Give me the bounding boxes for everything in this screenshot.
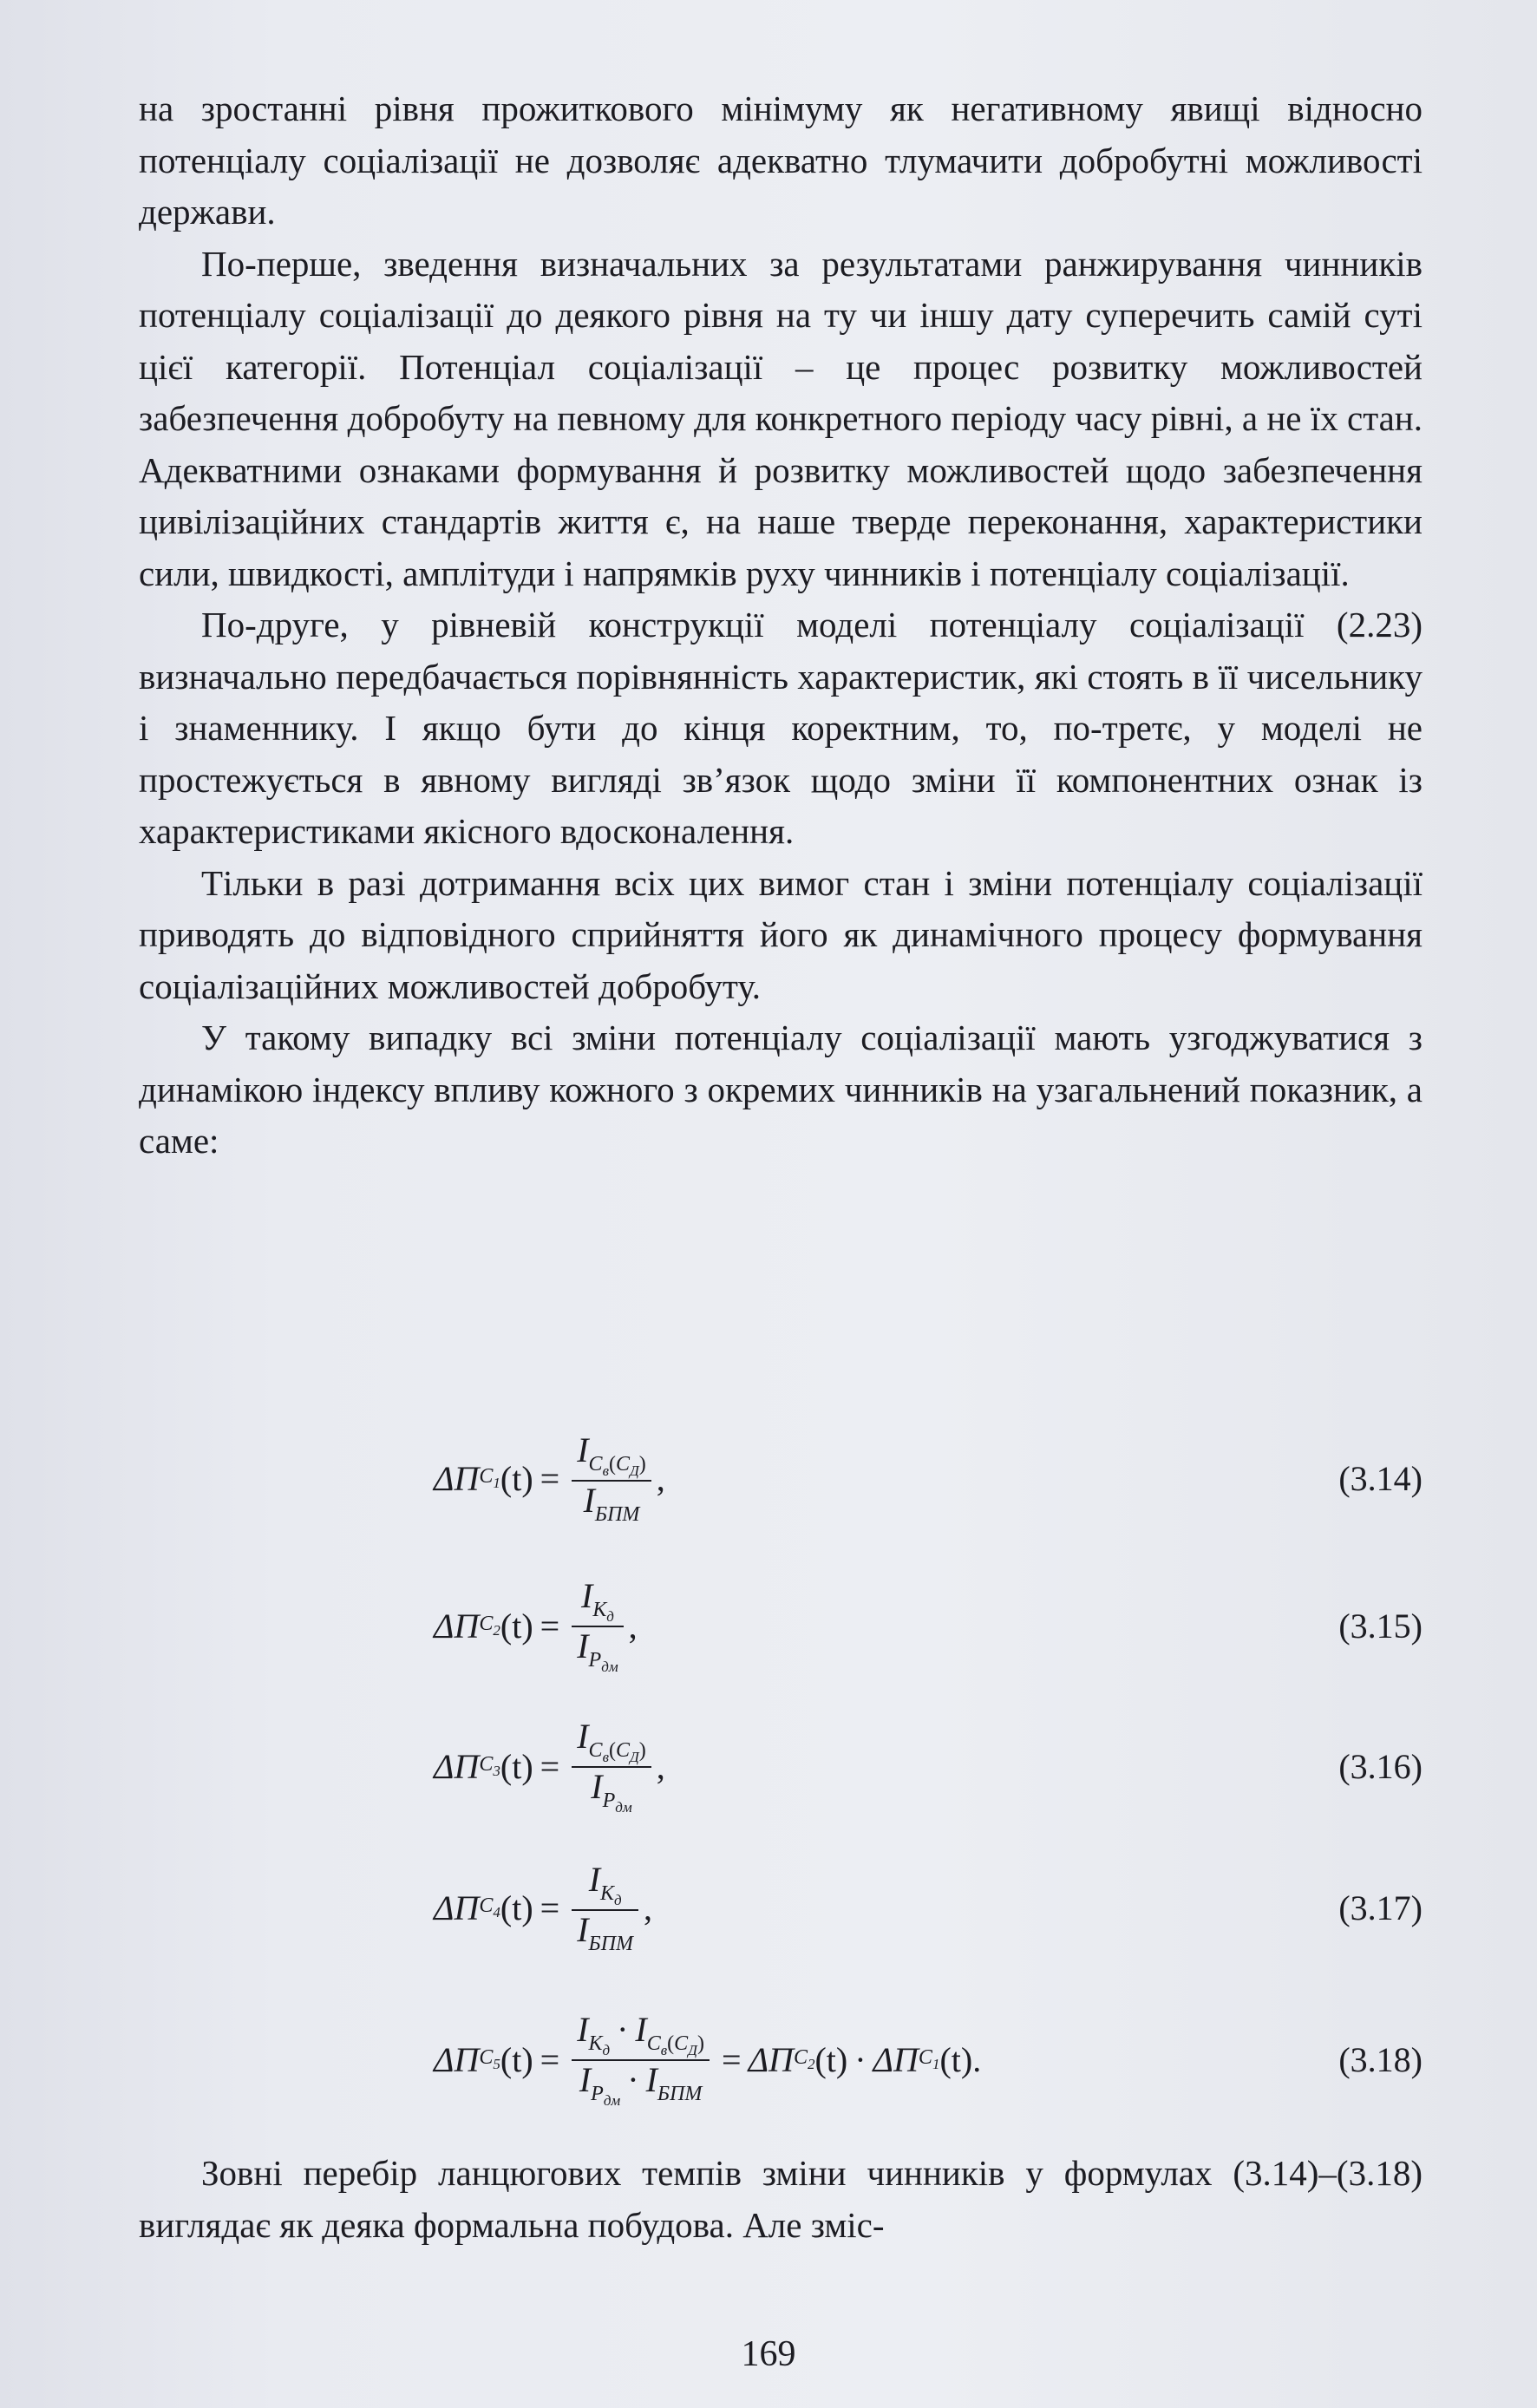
equation-3-17: ΔП $C_4$ (t) = $\frac{I_{К_д}}{I_{БПМ}}$ , (3.17) (434, 1860, 1423, 1955)
closing-text (139, 2148, 1423, 2251)
paragraph-intro-formulas: У такому випадку всі зміни потенціалу соціалізації мають узгоджуватися з динамікою індексу впливу кожного з окремих чинників на узагальнений показник, а саме: (139, 1018, 1423, 1161)
equation-3-18: ΔП $C_5$ (t) = $\frac{I_{К_д}\cdot I_{C_в(C_Д)}}{I_{Р_{дм}}\cdot I_{БПМ}}$ = ΔП $C_2$ (t) · ΔП $C_1$ (t) . (3.18) (434, 2010, 1423, 2109)
equation-3-16: ΔП $C_3$ (t) = $\frac{I_{C_в(C_Д)}}{I_{Р_{дм}}}$ , (3.16) (434, 1717, 1423, 1816)
paragraph-closing: Зовні перебір ланцюгових темпів зміни чинників у формулах (3.14)–(3.18) виглядає як деяка формальна побудова. Але зміс- (139, 2153, 1423, 2245)
page-number: 169 (741, 2334, 796, 2374)
body-text (139, 83, 1423, 1168)
paragraph-conditions: Тільки в разі дотримання всіх цих вимог стан і зміни потенціалу соціалізації приводять до відповідного сприйняття його як динамічного процесу формування соціалізаційних можливостей добробуту. (139, 862, 1423, 1006)
paragraph-second-point: По-друге, у рівневій конструкції моделі потенціалу соціалізації (2.23) визначально передбачається порівнянність характеристик, які стоять в її чисельнику і знаменнику. І якщо бути до кінця коректним, то, по-третє, у моделі не простежується в явному вигляді зв’язок щодо зміни її компонентних ознак із характеристиками якісного вдосконалення. (139, 605, 1423, 851)
paragraph-continued: на зростанні рівня прожиткового мінімуму як негативному явищі відносно потенціалу соціалізації не дозволяє адекватно тлумачити добробутні можливості держави. (139, 88, 1423, 232)
equation-label: (3.15) (1338, 1606, 1423, 1646)
paragraph-first-point: По-перше, зведення визначальних за результатами ранжирування чинників потенціалу соціалізації до деякого рівня на ту чи іншу дату суперечить самій суті цієї категорії. Потенціал соціалізації – це процес розвитку можливостей забезпечення добробуту на певному для конкретного періоду часу рівні, а не їх стан. Адекватними ознаками формування й розвитку можливостей щодо забезпечення цивілізаційних стандартів життя є, на наше тверде переконання, характеристики сили, швидкості, амплітуди і напрямків руху чинників і потенціалу соціалізації. (139, 243, 1423, 593)
equation-3-15: ΔП $C_2$ (t) = $\frac{I_{К_д}}{I_{Р_{дм}}}$ , (3.15) (434, 1576, 1423, 1675)
equation-label: (3.18) (1338, 2040, 1423, 2080)
equation-label: (3.14) (1338, 1459, 1423, 1499)
equation-label: (3.16) (1338, 1747, 1423, 1787)
equation-3-14: ΔП $C_1$ (t) = $\frac{I_{C_в(C_Д)}}{I_{БПМ}}$ , (3.14) (434, 1430, 1423, 1526)
equation-label: (3.17) (1338, 1888, 1423, 1928)
